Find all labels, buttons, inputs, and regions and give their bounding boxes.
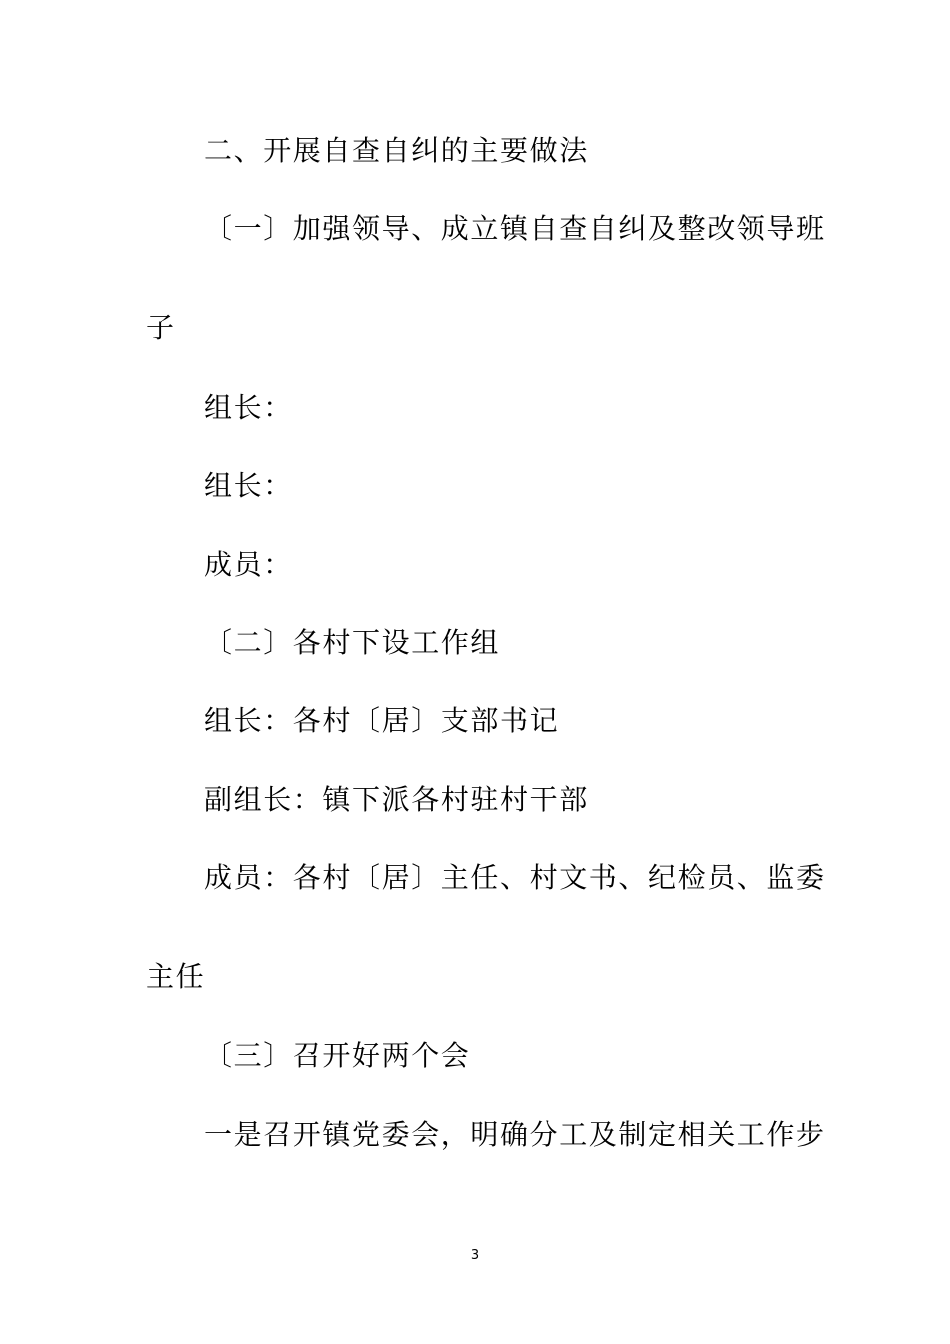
body-paragraph: 一是召开镇党委会，明确分工及制定相关工作步 xyxy=(204,1118,826,1151)
section-heading: 二、开展自查自纠的主要做法 xyxy=(204,134,589,167)
village-deputy-leader-line: 副组长：镇下派各村驻村干部 xyxy=(204,783,589,816)
members-line: 成员： xyxy=(204,548,293,581)
subsection-heading-1: 〔一〕加强领导、成立镇自查自纠及整改领导班 xyxy=(204,212,826,245)
village-members-line: 成员：各村〔居〕主任、村文书、纪检员、监委 xyxy=(204,861,826,894)
subsection-heading-3: 〔三〕召开好两个会 xyxy=(204,1039,471,1072)
deputy-leader-line: 组长： xyxy=(204,469,293,502)
subsection-heading-2: 〔二〕各村下设工作组 xyxy=(204,626,501,659)
leader-line: 组长： xyxy=(204,391,293,424)
page-number: 3 xyxy=(470,1248,480,1263)
village-leader-line: 组长：各村〔居〕支部书记 xyxy=(204,704,560,737)
subsection-heading-1-continued: 子 xyxy=(146,311,176,344)
village-members-line-continued: 主任 xyxy=(146,960,206,993)
